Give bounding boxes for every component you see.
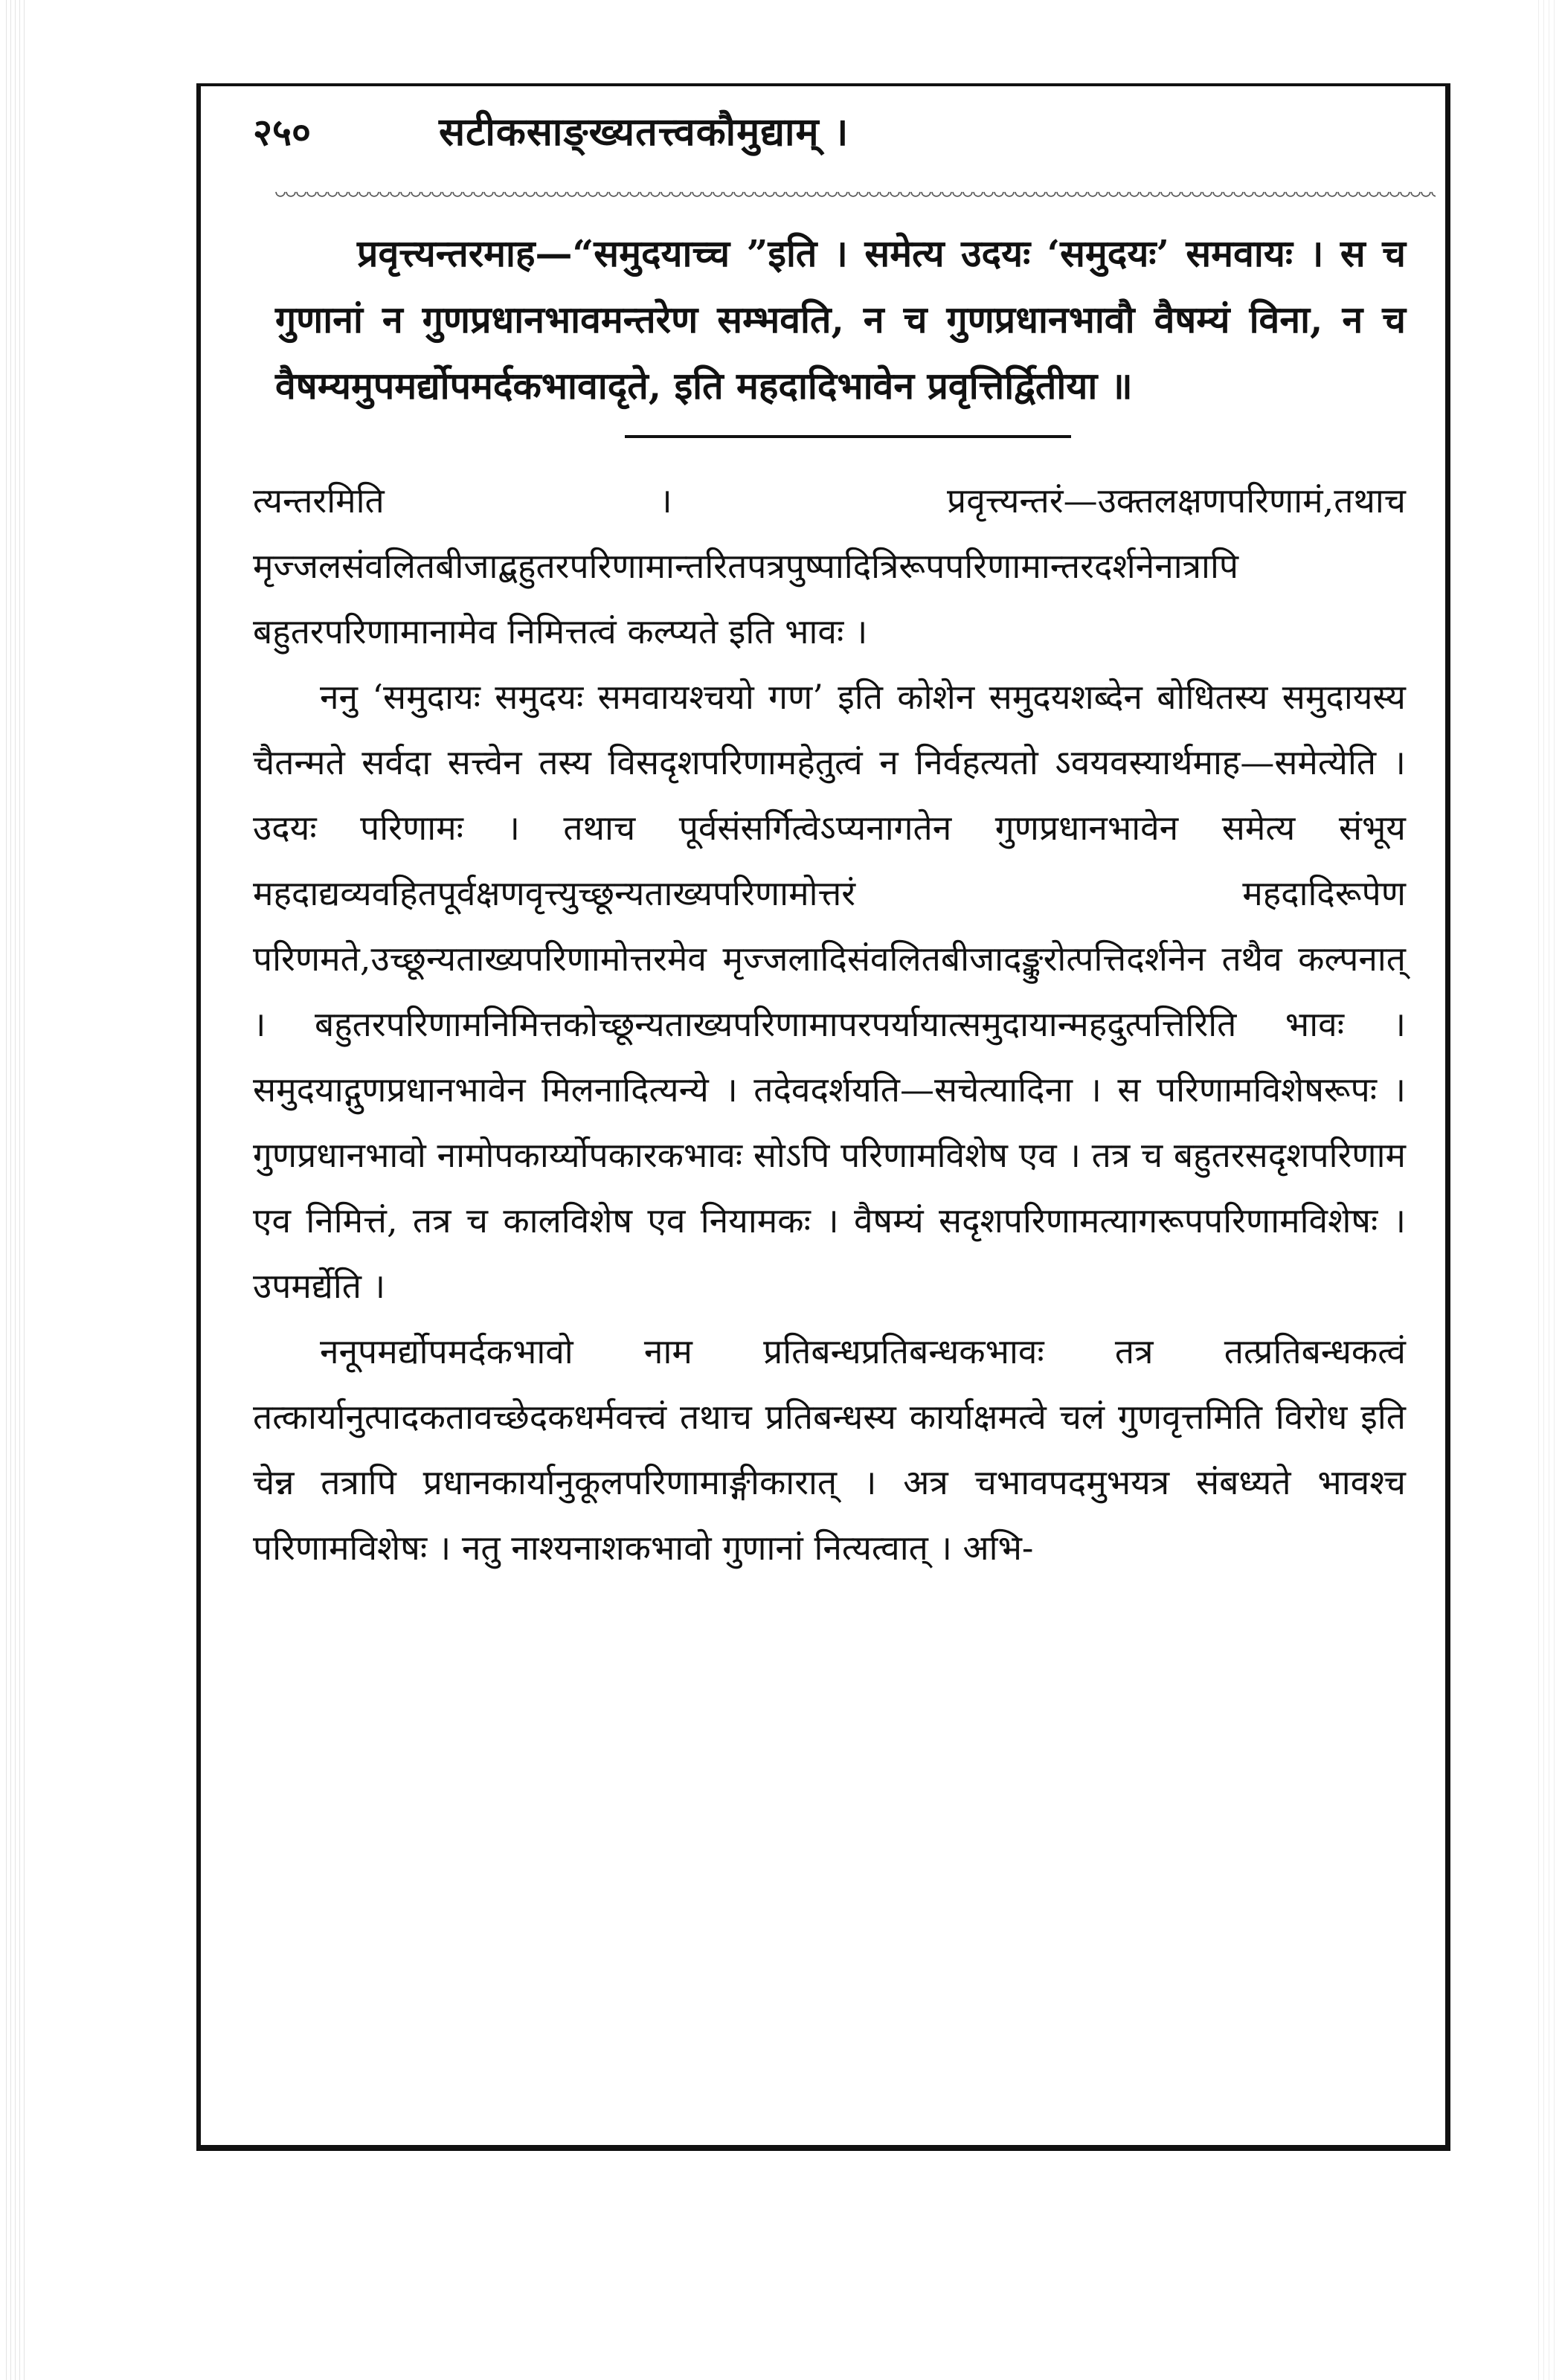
running-title: सटीकसाङ्ख्यतत्त्वकौमुद्याम् ।: [439, 109, 849, 155]
scan-edge-right: [1538, 0, 1555, 2380]
page-header: [223, 97, 1428, 186]
main-text-verse: प्रवृत्त्यन्तरमाह—“समुदयाच्च ”इति । समेत्य उदयः ‘समुदयः’ समवायः । स च गुणानां न गुणप्रधानभावमन्तरेण सम्भवति, न च गुणप्रधानभावौ वैषम्यं विना, न च वैषम्यमुपमर्द्योपमर्दकभावादृते, इति महदादिभावेन प्रवृत्तिर्द्वितीया ॥: [275, 231, 1406, 408]
scan-edge-left: [6, 0, 28, 2380]
page-content: [223, 97, 1428, 1580]
header-wavy-rule: [275, 192, 1436, 204]
page-number: २५०: [253, 110, 311, 154]
section-divider: [625, 435, 1071, 438]
commentary: [253, 468, 1406, 1580]
commentary-paragraph: त्यन्तरमिति । प्रवृत्त्यन्तरं—उक्तलक्षणपरिणामं,तथाच मृज्जलसंवलितबीजाद्बहुतरपरिणामान्तरितपत्रपुष्पादित्रिरूपपरिणामान्तरदर्शनेनात्रापि बहुतरपरिणामानामेव निमित्तत्वं कल्प्यते इति भावः ।: [253, 480, 1406, 652]
commentary-paragraph: ननु ‘समुदायः समुदयः समवायश्चयो गण’ इति कोशेन समुदयशब्देन बोधितस्य समुदायस्य चैतन्मते सर्वदा सत्त्वेन तस्य विसदृशपरिणामहेतुत्वं न निर्वहत्यतो ऽवयवस्यार्थमाह—समेत्येति । उदयः परिणामः । तथाच पूर्वसंसर्गित्वेऽप्यनागतेन गुणप्रधानभावेन समेत्य संभूय महदाद्यव्यवहितपूर्वक्षणवृत्त्युच्छून्यताख्यपरिणामोत्तरं महदादिरूपेण परिणमते,उच्छून्यताख्यपरिणामोत्तरमेव मृज्जलादिसंवलितबीजादङ्कुरोत्पत्तिदर्शनेन तथैव कल्पनात् । बहुतरपरिणामनिमित्तकोच्छून्यताख्यपरिणामापरपर्यायात्समुदायान्महदुत्पत्तिरिति भावः । समुदयाद्गुणप्रधानभावेन मिलनादित्यन्ये । तदेवदर्शयति—सचेत्यादिना । स परिणामविशेषरूपः । गुणप्रधानभावो नामोपकार्य्योपकारकभावः सोऽपि परिणामविशेष एव । तत्र च बहुतरसदृशपरिणाम एव निमित्तं, तत्र च कालविशेष एव नियामकः । वैषम्यं सदृशपरिणामत्यागरूपपरिणामविशेषः । उपमर्द्येति ।: [253, 677, 1406, 1306]
commentary-paragraph: ननूपमर्द्योपमर्दकभावो नाम प्रतिबन्धप्रतिबन्धकभावः तत्र तत्प्रतिबन्धकत्वं तत्कार्यानुत्पादकतावच्छेदकधर्मवत्त्वं तथाच प्रतिबन्धस्य कार्याक्षमत्वे चलं गुणवृत्तमिति विरोध इति चेन्न तत्रापि प्रधानकार्यानुकूलपरिणामाङ्गीकारात् । अत्र चभावपदमुभयत्र संबध्यते भावश्च परिणामविशेषः । नतु नाश्यनाशकभावो गुणानां नित्यत्वात् । अभि-: [253, 1331, 1406, 1568]
